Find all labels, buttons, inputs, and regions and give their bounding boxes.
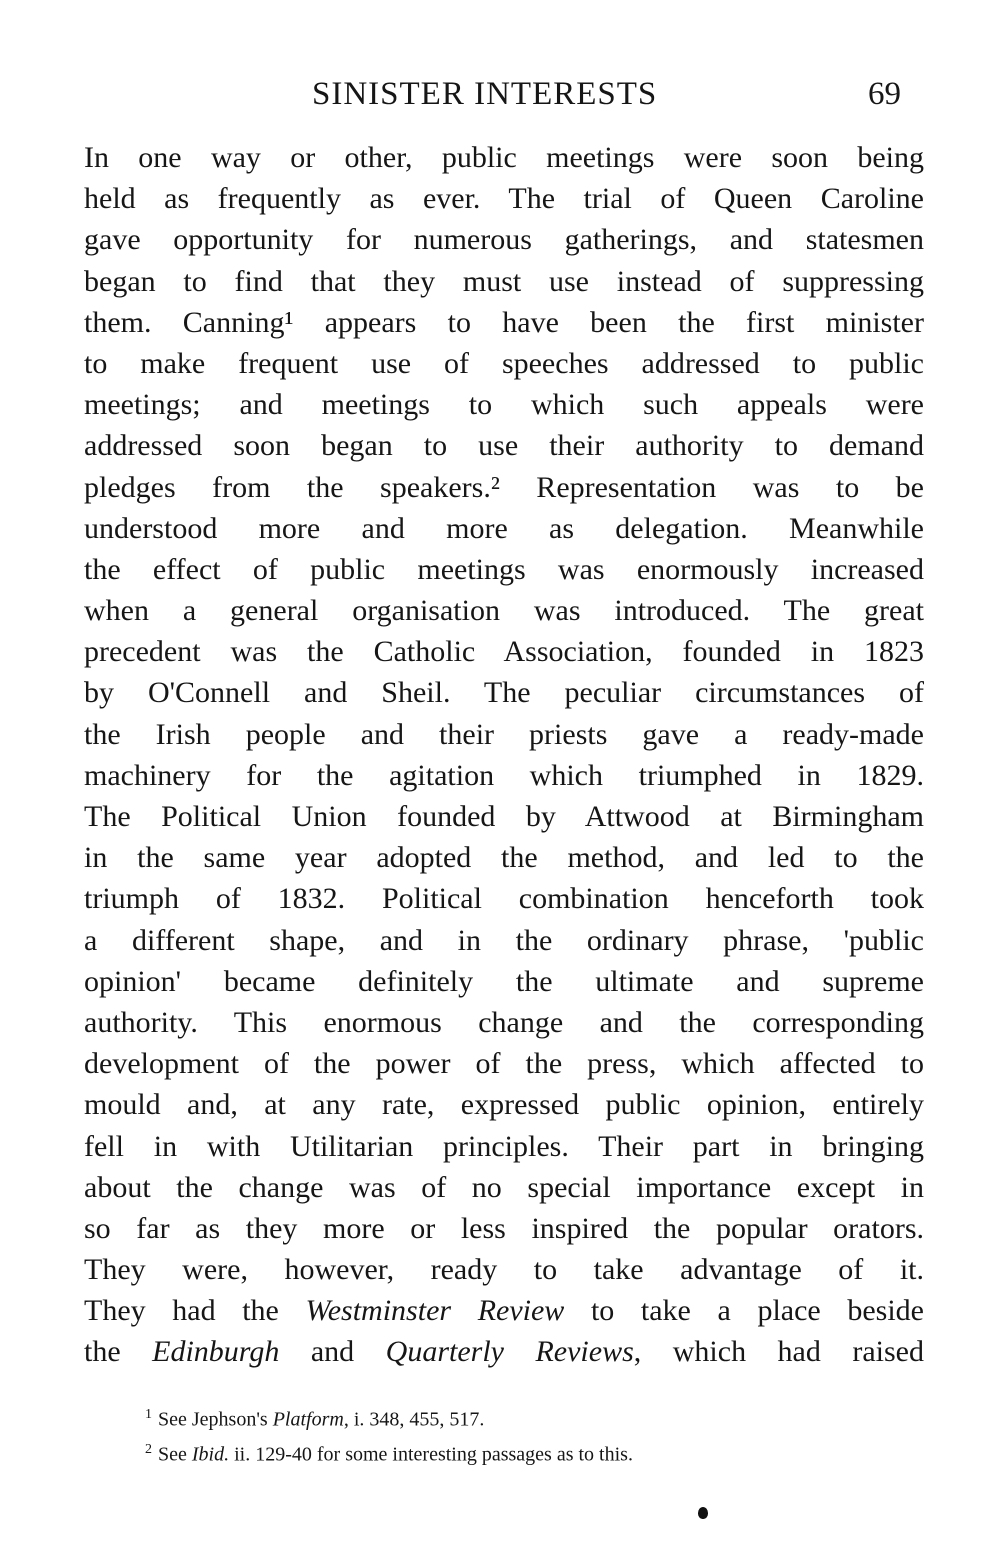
- footnote-2: [145, 1435, 905, 1470]
- footnote-2-post: ii. 129-40 for some interesting passages as to this.: [229, 1443, 633, 1466]
- footnote-1-italic: Platform: [272, 1408, 344, 1431]
- text-line: They were, however, ready to take advantage of it.: [84, 1253, 924, 1287]
- text-line: a different shape, and in the ordinary phrase, 'public: [84, 923, 924, 957]
- line-30-post: , which had raised: [633, 1335, 924, 1369]
- text-line: The Political Union founded by Attwood at Birmingham: [84, 800, 924, 833]
- text-line: the effect of public meetings was enormously increased: [84, 552, 924, 586]
- quarterly-reviews-title: Quarterly Reviews: [385, 1335, 634, 1369]
- text-line: precedent was the Catholic Association, founded in 1823: [84, 635, 924, 669]
- text-line: held as frequently as ever. The trial of Queen Caroline: [84, 182, 924, 216]
- text-line: meetings; and meetings to which such appeals were: [84, 388, 924, 422]
- text-line: addressed soon began to use their authority to demand: [84, 429, 924, 463]
- text-line: understood more and more as delegation. Meanwhile: [84, 511, 924, 545]
- edinburgh-title: Edinburgh: [152, 1335, 280, 1369]
- text-line-edinburgh: [84, 1331, 924, 1372]
- text-line: opinion' became definitely the ultimate and supreme: [84, 964, 924, 998]
- footnote-1-post: , i. 348, 455, 517.: [343, 1408, 485, 1431]
- text-line: when a general organisation was introduced. The great: [84, 594, 924, 628]
- footnote-marker: 1: [145, 1407, 152, 1422]
- line-29-pre: They had the: [84, 1294, 306, 1328]
- running-head: [0, 70, 1000, 118]
- text-line: fell in with Utilitarian principles. Their part in bringing: [84, 1129, 924, 1163]
- text-line: by O'Connell and Sheil. The peculiar circumstances of: [84, 676, 924, 710]
- footnote-1: [145, 1400, 905, 1435]
- text-line: mould and, at any rate, expressed public opinion, entirely: [84, 1088, 924, 1122]
- text-line: in the same year adopted the method, and led to the: [84, 841, 924, 875]
- footnote-1-pre: See Jephson's: [158, 1408, 273, 1431]
- line-30-pre: the: [84, 1335, 153, 1369]
- footnotes: [145, 1400, 905, 1469]
- text-line-westminster: [84, 1290, 924, 1331]
- text-line: so far as they more or less inspired the popular orators.: [84, 1211, 924, 1245]
- text-line: pledges from the speakers.² Representation was to be: [84, 470, 924, 504]
- westminster-review-title: Westminster Review: [305, 1294, 565, 1328]
- text-line: about the change was of no special importance except in: [84, 1170, 924, 1204]
- text-line: them. Canning¹ appears to have been the first minister: [84, 305, 924, 339]
- body-text: [84, 137, 924, 1373]
- text-line: development of the power of the press, which affected to: [84, 1047, 924, 1081]
- footnote-2-italic: Ibid.: [191, 1443, 230, 1466]
- line-30-mid: and: [279, 1335, 386, 1369]
- text-line: began to find that they must use instead of suppressing: [84, 264, 924, 298]
- page-number: 69: [868, 76, 901, 112]
- text-line: the Irish people and their priests gave a ready-made: [84, 717, 924, 751]
- footnote-2-pre: See: [158, 1443, 192, 1466]
- signature-mark-icon: [698, 1507, 708, 1519]
- line-29-post: to take a place beside: [564, 1294, 924, 1328]
- text-line: In one way or other, public meetings were soon being: [84, 141, 924, 174]
- text-line: machinery for the agitation which triumphed in 1829.: [84, 758, 924, 792]
- text-line: to make frequent use of speeches addressed to public: [84, 346, 924, 380]
- text-line: gave opportunity for numerous gatherings, and statesmen: [84, 223, 924, 257]
- running-title: SINISTER INTERESTS: [312, 76, 658, 112]
- footnote-marker: 2: [145, 1441, 152, 1457]
- text-line: triumph of 1832. Political combination henceforth took: [84, 882, 924, 916]
- text-line: authority. This enormous change and the corresponding: [84, 1005, 924, 1039]
